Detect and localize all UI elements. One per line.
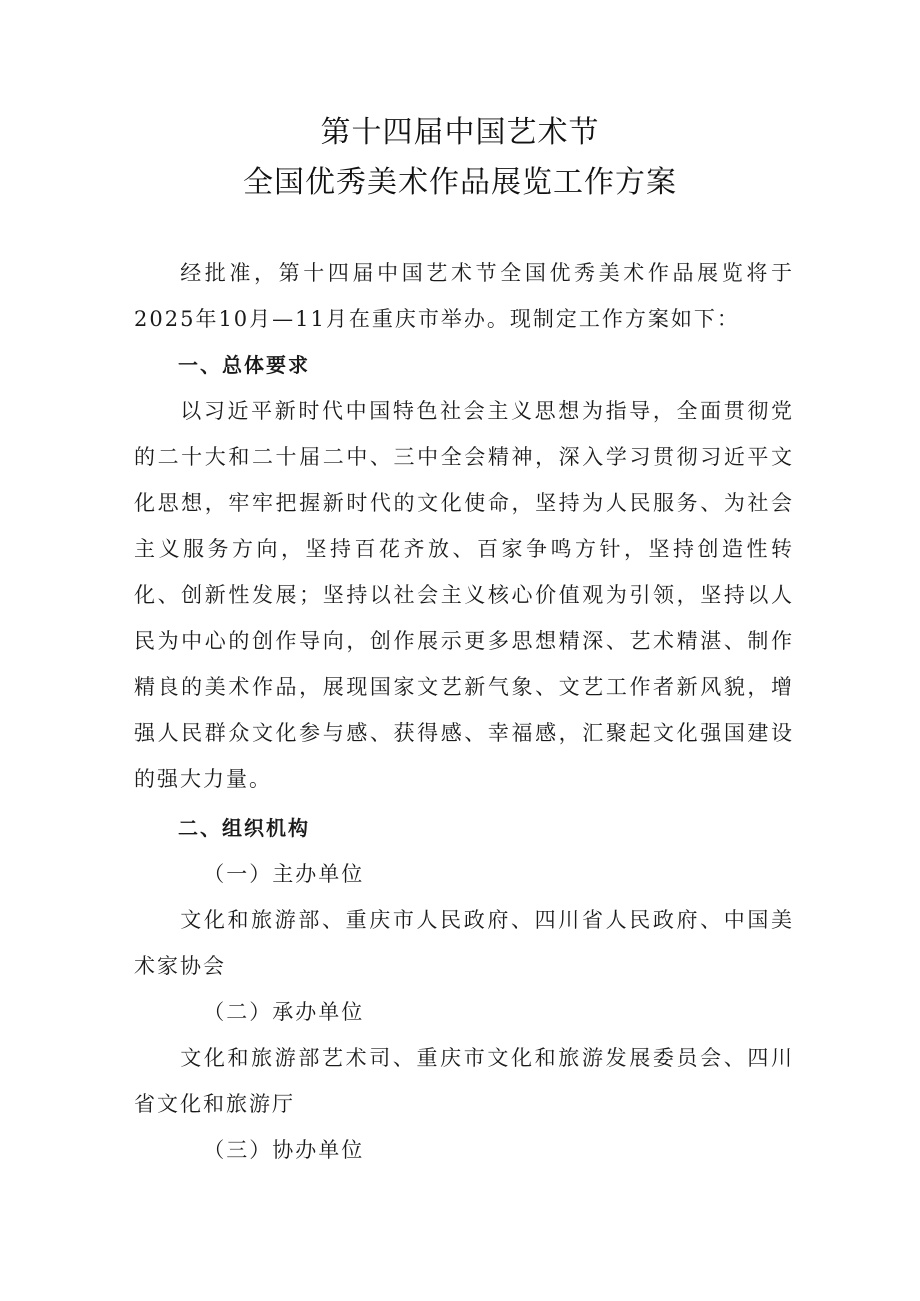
document-title [0, 108, 920, 208]
section-heading-overall-requirements: 一、总体要求 [178, 353, 310, 377]
subheading-host: （一）主办单位 [203, 862, 365, 886]
host-paragraph: 文化和旅游部、重庆市人民政府、四川省人民政府、中国美术家协会 [134, 908, 794, 978]
intro-paragraph: 经批准，第十四届中国艺术节全国优秀美术作品展览将于2025年10月—11月在重庆市举办。现制定工作方案如下： [134, 261, 794, 331]
section-heading-organization: 二、组织机构 [178, 816, 310, 840]
subheading-organizer: （二）承办单位 [203, 1000, 365, 1024]
subheading-co-organizer: （三）协办单位 [203, 1138, 365, 1162]
organizer-paragraph: 文化和旅游部艺术司、重庆市文化和旅游发展委员会、四川省文化和旅游厅 [134, 1046, 794, 1116]
title-line-1: 第十四届中国艺术节 [320, 115, 600, 150]
overall-requirements-paragraph: 以习近平新时代中国特色社会主义思想为指导，全面贯彻党的二十大和二十届二中、三中全会精神，深入学习贯彻习近平文化思想，牢牢把握新时代的文化使命，坚持为人民服务、为社会主义服务方向，坚持百花齐放、百家争鸣方针，坚持创造性转化、创新性发展；坚持以社会主义核心价值观为引领，坚持以人民为中心的创作导向，创作展示更多思想精深、艺术精湛、制作精良的美术作品，展现国家文艺新气象、文艺工作者新风貌，增强人民群众文化参与感、获得感、幸福感，汇聚起文化强国建设的强大力量。 [134, 399, 794, 791]
document-body [134, 250, 794, 1173]
title-line-2: 全国优秀美术作品展览工作方案 [243, 165, 677, 200]
